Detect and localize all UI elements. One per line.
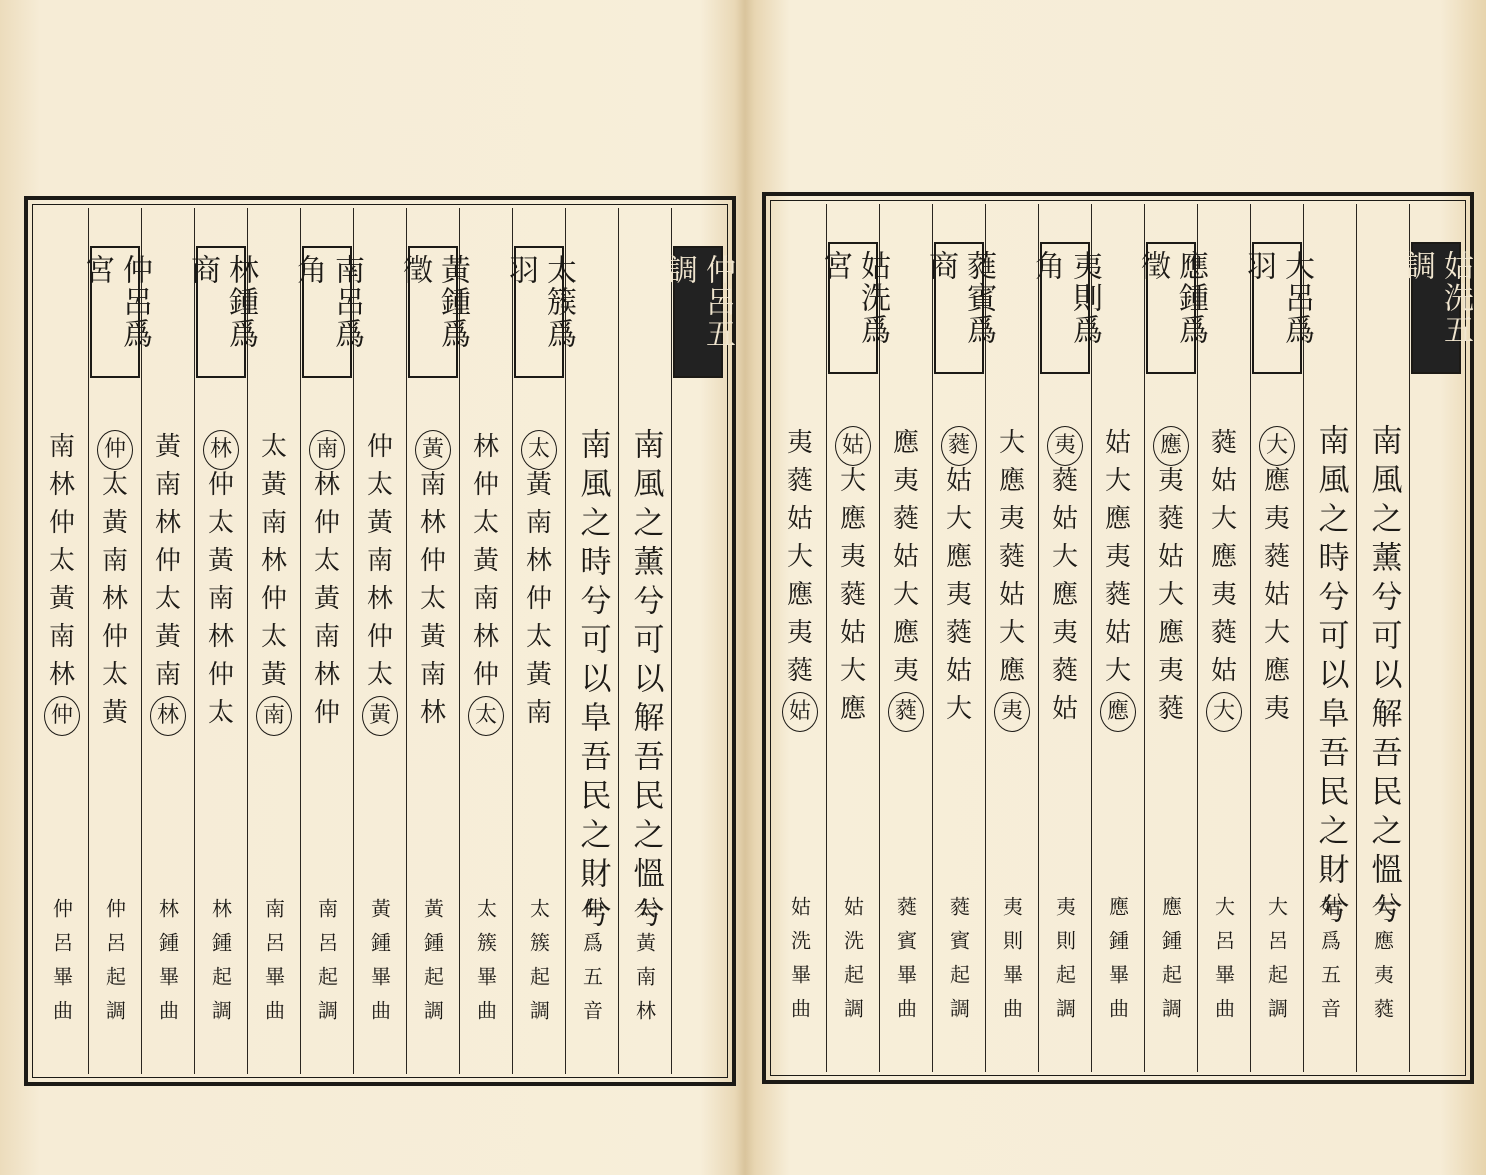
mode-title: 太簇爲羽 bbox=[503, 254, 576, 350]
note: 應 bbox=[839, 694, 866, 724]
note: 姑 bbox=[1051, 694, 1078, 724]
note: 林 bbox=[472, 432, 499, 462]
note: 蕤 bbox=[1210, 618, 1237, 648]
footer-text: 大呂起調 bbox=[1264, 896, 1289, 1032]
note: 太 bbox=[313, 546, 340, 576]
footer-text: 仲呂起調 bbox=[102, 898, 127, 1034]
note-circle: 蕤 bbox=[941, 426, 977, 466]
circled-note bbox=[1153, 424, 1189, 462]
note: 姑 bbox=[1104, 428, 1131, 458]
note: 夷 bbox=[945, 580, 972, 610]
note-sequence bbox=[994, 424, 1030, 728]
note-sequence bbox=[44, 428, 80, 732]
note: 仲 bbox=[207, 470, 234, 500]
note: 姑 bbox=[1210, 466, 1237, 496]
note: 黃 bbox=[525, 660, 552, 690]
note: 大 bbox=[786, 542, 813, 572]
note: 南 bbox=[525, 698, 552, 728]
note: 蕤 bbox=[1157, 504, 1184, 534]
note: 大 bbox=[1263, 618, 1290, 648]
note: 仲 bbox=[366, 432, 393, 462]
footer-text: 應鍾畢曲 bbox=[1105, 896, 1130, 1032]
note-circle: 姑 bbox=[782, 692, 818, 732]
note: 夷 bbox=[786, 618, 813, 648]
note: 黃 bbox=[154, 432, 181, 462]
note: 夷 bbox=[1157, 656, 1184, 686]
note: 蕤 bbox=[1210, 428, 1237, 458]
text-column bbox=[923, 204, 996, 1072]
note: 南 bbox=[419, 660, 446, 690]
note: 太 bbox=[154, 584, 181, 614]
note: 林 bbox=[366, 584, 393, 614]
circled-note bbox=[97, 428, 133, 466]
note: 蕤 bbox=[839, 580, 866, 610]
column-footer bbox=[1251, 896, 1303, 1032]
column-footer bbox=[986, 896, 1038, 1032]
note: 仲 bbox=[154, 546, 181, 576]
note: 太 bbox=[366, 660, 393, 690]
footer-text: 應鍾起調 bbox=[1158, 896, 1183, 1032]
circled-note bbox=[1206, 690, 1242, 728]
note-sequence bbox=[1206, 424, 1242, 728]
section-title-box bbox=[1400, 242, 1473, 374]
note: 姑 bbox=[892, 542, 919, 572]
footer-text: 林鍾畢曲 bbox=[155, 898, 180, 1034]
text-column bbox=[1135, 204, 1208, 1072]
note: 黃 bbox=[207, 546, 234, 576]
note: 南 bbox=[48, 432, 75, 462]
note-sequence bbox=[835, 424, 871, 728]
mode-title-box bbox=[1135, 242, 1208, 374]
note: 姑 bbox=[1051, 504, 1078, 534]
footer-text: 黃鍾畢曲 bbox=[367, 898, 392, 1034]
lyric-line: 南風之時兮可以阜吾民之財兮 bbox=[574, 428, 611, 935]
note-circle: 南 bbox=[309, 430, 345, 470]
note: 夷 bbox=[1104, 542, 1131, 572]
left-columns bbox=[36, 208, 735, 1074]
note-sequence bbox=[1259, 424, 1295, 728]
mode-title: 夷則爲角 bbox=[1029, 250, 1102, 346]
note: 應 bbox=[1051, 580, 1078, 610]
note: 姑 bbox=[1104, 618, 1131, 648]
note: 蕤 bbox=[786, 656, 813, 686]
note: 蕤 bbox=[998, 542, 1025, 572]
note-circle: 夷 bbox=[1047, 426, 1083, 466]
note: 姑 bbox=[945, 466, 972, 496]
text-column bbox=[291, 208, 364, 1074]
note: 蕤 bbox=[945, 618, 972, 648]
column-footer bbox=[566, 898, 618, 1034]
mode-title: 大呂爲羽 bbox=[1241, 250, 1314, 346]
note: 黃 bbox=[260, 470, 287, 500]
note: 太 bbox=[207, 508, 234, 538]
footer-text: 大應夷蕤 bbox=[1370, 896, 1395, 1032]
circled-note bbox=[941, 424, 977, 462]
footer-text: 姑洗起調 bbox=[840, 896, 865, 1032]
note: 應 bbox=[786, 580, 813, 610]
circled-note bbox=[309, 428, 345, 466]
circled-note bbox=[888, 690, 924, 728]
note: 仲 bbox=[525, 584, 552, 614]
column-footer bbox=[880, 896, 932, 1032]
column-footer bbox=[142, 898, 194, 1034]
note: 林 bbox=[207, 622, 234, 652]
column-footer bbox=[1357, 896, 1409, 1032]
lyric-line: 南風之薰兮可以解吾民之慍兮 bbox=[1365, 424, 1402, 931]
mode-title: 應鍾爲徵 bbox=[1135, 250, 1208, 346]
note-sequence bbox=[1047, 424, 1083, 728]
mode-title-box bbox=[79, 246, 152, 378]
note: 南 bbox=[260, 508, 287, 538]
note: 大 bbox=[998, 428, 1025, 458]
note: 南 bbox=[419, 470, 446, 500]
note-circle: 林 bbox=[203, 430, 239, 470]
note: 林 bbox=[48, 660, 75, 690]
note: 林 bbox=[419, 698, 446, 728]
note-sequence bbox=[782, 424, 818, 728]
mode-title: 姑洗爲宮 bbox=[817, 250, 890, 346]
note: 姑 bbox=[945, 656, 972, 686]
note: 仲 bbox=[419, 546, 446, 576]
note: 大 bbox=[892, 580, 919, 610]
note: 南 bbox=[313, 622, 340, 652]
text-column bbox=[662, 208, 735, 1074]
circled-note bbox=[203, 428, 239, 466]
note: 夷 bbox=[786, 428, 813, 458]
note: 林 bbox=[472, 622, 499, 652]
note: 仲 bbox=[313, 508, 340, 538]
note: 大 bbox=[1210, 504, 1237, 534]
column-footer bbox=[1304, 896, 1356, 1032]
note-circle: 姑 bbox=[835, 426, 871, 466]
section-title: 姑洗五調 bbox=[1400, 250, 1473, 346]
note: 太 bbox=[101, 470, 128, 500]
note-sequence bbox=[415, 428, 451, 732]
note: 黃 bbox=[525, 470, 552, 500]
note: 蕤 bbox=[1104, 580, 1131, 610]
note: 大 bbox=[1104, 656, 1131, 686]
text-column bbox=[1400, 204, 1473, 1072]
footer-text: 太黃南林 bbox=[632, 898, 657, 1034]
footer-text: 林鍾起調 bbox=[208, 898, 233, 1034]
column-footer bbox=[195, 898, 247, 1034]
note: 姑 bbox=[839, 618, 866, 648]
note: 應 bbox=[1263, 466, 1290, 496]
text-column bbox=[79, 208, 152, 1074]
footer-text: 夷則畢曲 bbox=[999, 896, 1024, 1032]
mode-title-box bbox=[503, 246, 576, 378]
mode-title-box bbox=[185, 246, 258, 378]
section-title-box bbox=[662, 246, 735, 378]
note: 黃 bbox=[48, 584, 75, 614]
note: 應 bbox=[998, 466, 1025, 496]
note: 夷 bbox=[839, 542, 866, 572]
circled-note bbox=[782, 690, 818, 728]
mode-title: 黃鍾爲徵 bbox=[397, 254, 470, 350]
footer-text: 南呂畢曲 bbox=[261, 898, 286, 1034]
note-sequence bbox=[97, 428, 133, 732]
note: 應 bbox=[945, 542, 972, 572]
text-column bbox=[1241, 204, 1314, 1072]
note: 黃 bbox=[260, 660, 287, 690]
column-footer bbox=[1198, 896, 1250, 1032]
note-circle: 大 bbox=[1206, 692, 1242, 732]
note-circle: 應 bbox=[1100, 692, 1136, 732]
note: 大 bbox=[998, 618, 1025, 648]
note: 黃 bbox=[472, 546, 499, 576]
note: 黃 bbox=[154, 622, 181, 652]
note: 林 bbox=[260, 546, 287, 576]
note: 夷 bbox=[1051, 618, 1078, 648]
note: 應 bbox=[1210, 542, 1237, 572]
note: 蕤 bbox=[1157, 694, 1184, 724]
note: 林 bbox=[48, 470, 75, 500]
note: 太 bbox=[207, 698, 234, 728]
footer-text: 大呂畢曲 bbox=[1211, 896, 1236, 1032]
note: 應 bbox=[998, 656, 1025, 686]
footer-text: 南呂起調 bbox=[314, 898, 339, 1034]
note: 夷 bbox=[1263, 504, 1290, 534]
note: 蕤 bbox=[1051, 466, 1078, 496]
note: 太 bbox=[472, 508, 499, 538]
circled-note bbox=[1259, 424, 1295, 462]
note-circle: 南 bbox=[256, 696, 292, 736]
footer-text: 蕤賓起調 bbox=[946, 896, 971, 1032]
note: 太 bbox=[260, 622, 287, 652]
note: 蕤 bbox=[1051, 656, 1078, 686]
note: 夷 bbox=[892, 656, 919, 686]
note: 仲 bbox=[101, 622, 128, 652]
right-columns bbox=[774, 204, 1473, 1072]
right-page bbox=[748, 0, 1486, 1175]
column-footer bbox=[827, 896, 879, 1032]
note: 太 bbox=[260, 432, 287, 462]
note: 南 bbox=[154, 660, 181, 690]
note-circle: 蕤 bbox=[888, 692, 924, 732]
note: 姑 bbox=[998, 580, 1025, 610]
note-sequence bbox=[362, 428, 398, 732]
circled-note bbox=[362, 694, 398, 732]
footer-text: 姑爲五音 bbox=[1317, 896, 1342, 1032]
note: 姑 bbox=[786, 504, 813, 534]
circled-note bbox=[994, 690, 1030, 728]
footer-text: 仲爲五音 bbox=[579, 898, 604, 1034]
note: 林 bbox=[419, 508, 446, 538]
column-footer bbox=[301, 898, 353, 1034]
text-column bbox=[817, 204, 890, 1072]
mode-title: 林鍾爲商 bbox=[185, 254, 258, 350]
note: 太 bbox=[419, 584, 446, 614]
text-column bbox=[618, 208, 671, 1074]
section-title: 仲呂五調 bbox=[662, 254, 735, 350]
note-sequence bbox=[1153, 424, 1189, 728]
mode-title-box bbox=[397, 246, 470, 378]
note: 應 bbox=[839, 504, 866, 534]
footer-text: 蕤賓畢曲 bbox=[893, 896, 918, 1032]
note: 黃 bbox=[101, 698, 128, 728]
note-sequence bbox=[256, 428, 292, 732]
lyric-line: 南風之薰兮可以解吾民之慍兮 bbox=[627, 428, 664, 935]
mode-title-box bbox=[923, 242, 996, 374]
note: 應 bbox=[1263, 656, 1290, 686]
note: 黃 bbox=[313, 584, 340, 614]
note: 仲 bbox=[207, 660, 234, 690]
note-circle: 應 bbox=[1153, 426, 1189, 466]
note: 林 bbox=[313, 470, 340, 500]
note: 仲 bbox=[366, 622, 393, 652]
note-sequence bbox=[521, 428, 557, 732]
note-sequence bbox=[888, 424, 924, 728]
note: 蕤 bbox=[1263, 542, 1290, 572]
note: 南 bbox=[472, 584, 499, 614]
note-circle: 黃 bbox=[362, 696, 398, 736]
note: 夷 bbox=[1210, 580, 1237, 610]
column-footer bbox=[89, 898, 141, 1034]
note: 南 bbox=[525, 508, 552, 538]
note: 夷 bbox=[892, 466, 919, 496]
text-column bbox=[1356, 204, 1409, 1072]
column-footer bbox=[248, 898, 300, 1034]
note: 大 bbox=[839, 466, 866, 496]
note-sequence bbox=[309, 428, 345, 732]
note: 太 bbox=[48, 546, 75, 576]
note: 蕤 bbox=[786, 466, 813, 496]
circled-note bbox=[415, 428, 451, 466]
column-footer bbox=[513, 898, 565, 1034]
footer-text: 姑洗畢曲 bbox=[787, 896, 812, 1032]
footer-text: 太簇畢曲 bbox=[473, 898, 498, 1034]
note: 應 bbox=[1104, 504, 1131, 534]
circled-note bbox=[468, 694, 504, 732]
note: 南 bbox=[207, 584, 234, 614]
mode-title: 仲呂爲宮 bbox=[79, 254, 152, 350]
note: 應 bbox=[892, 428, 919, 458]
circled-note bbox=[44, 694, 80, 732]
column-footer bbox=[407, 898, 459, 1034]
left-frame bbox=[24, 196, 736, 1086]
mode-title: 南呂爲角 bbox=[291, 254, 364, 350]
text-column bbox=[397, 208, 470, 1074]
footer-text: 太簇起調 bbox=[526, 898, 551, 1034]
note: 林 bbox=[313, 660, 340, 690]
note: 仲 bbox=[48, 508, 75, 538]
footer-text: 仲呂畢曲 bbox=[49, 898, 74, 1034]
note: 仲 bbox=[472, 470, 499, 500]
footer-text: 黃鍾起調 bbox=[420, 898, 445, 1034]
circled-note bbox=[1047, 424, 1083, 462]
note: 太 bbox=[101, 660, 128, 690]
circled-note bbox=[835, 424, 871, 462]
note: 夷 bbox=[1157, 466, 1184, 496]
note-circle: 太 bbox=[468, 696, 504, 736]
column-footer bbox=[774, 896, 826, 1032]
text-column bbox=[774, 204, 826, 1072]
note-sequence bbox=[468, 428, 504, 732]
note: 仲 bbox=[313, 698, 340, 728]
note: 大 bbox=[839, 656, 866, 686]
note: 林 bbox=[525, 546, 552, 576]
note: 南 bbox=[366, 546, 393, 576]
column-footer bbox=[1039, 896, 1091, 1032]
note: 太 bbox=[525, 622, 552, 652]
note-sequence bbox=[203, 428, 239, 732]
mode-title: 蕤賓爲商 bbox=[923, 250, 996, 346]
column-footer bbox=[1145, 896, 1197, 1032]
note-circle: 太 bbox=[521, 430, 557, 470]
note: 林 bbox=[101, 584, 128, 614]
note-circle: 仲 bbox=[44, 696, 80, 736]
note-circle: 林 bbox=[150, 696, 186, 736]
circled-note bbox=[256, 694, 292, 732]
note: 大 bbox=[945, 504, 972, 534]
note-sequence bbox=[1100, 424, 1136, 728]
text-column bbox=[185, 208, 258, 1074]
note-circle: 夷 bbox=[994, 692, 1030, 732]
mode-title-box bbox=[1241, 242, 1314, 374]
note: 姑 bbox=[1210, 656, 1237, 686]
note: 黃 bbox=[366, 508, 393, 538]
note-sequence bbox=[941, 424, 977, 728]
lyric-line: 南風之時兮可以阜吾民之財兮 bbox=[1312, 424, 1349, 931]
note: 南 bbox=[48, 622, 75, 652]
note: 姑 bbox=[1263, 580, 1290, 610]
column-footer bbox=[36, 898, 88, 1034]
note-circle: 大 bbox=[1259, 426, 1295, 466]
right-frame bbox=[762, 192, 1474, 1084]
mode-title-box bbox=[817, 242, 890, 374]
note: 大 bbox=[1051, 542, 1078, 572]
note: 南 bbox=[101, 546, 128, 576]
note: 夷 bbox=[1263, 694, 1290, 724]
column-footer bbox=[354, 898, 406, 1034]
note: 應 bbox=[1157, 618, 1184, 648]
column-footer bbox=[933, 896, 985, 1032]
note: 仲 bbox=[472, 660, 499, 690]
circled-note bbox=[521, 428, 557, 466]
mode-title-box bbox=[291, 246, 364, 378]
note: 夷 bbox=[998, 504, 1025, 534]
note: 大 bbox=[1104, 466, 1131, 496]
note-circle: 黃 bbox=[415, 430, 451, 470]
note-sequence bbox=[150, 428, 186, 732]
text-column bbox=[1029, 204, 1102, 1072]
note: 南 bbox=[154, 470, 181, 500]
note: 大 bbox=[1157, 580, 1184, 610]
note: 林 bbox=[154, 508, 181, 538]
footer-text: 夷則起調 bbox=[1052, 896, 1077, 1032]
column-footer bbox=[460, 898, 512, 1034]
column-footer bbox=[1092, 896, 1144, 1032]
text-column bbox=[36, 208, 88, 1074]
circled-note bbox=[1100, 690, 1136, 728]
circled-note bbox=[150, 694, 186, 732]
mode-title-box bbox=[1029, 242, 1102, 374]
note: 黃 bbox=[419, 622, 446, 652]
note: 姑 bbox=[1157, 542, 1184, 572]
note: 蕤 bbox=[892, 504, 919, 534]
note: 應 bbox=[892, 618, 919, 648]
note-circle: 仲 bbox=[97, 430, 133, 470]
note: 仲 bbox=[260, 584, 287, 614]
note: 黃 bbox=[101, 508, 128, 538]
text-column bbox=[503, 208, 576, 1074]
column-footer bbox=[619, 898, 671, 1034]
note: 大 bbox=[945, 694, 972, 724]
note: 太 bbox=[366, 470, 393, 500]
